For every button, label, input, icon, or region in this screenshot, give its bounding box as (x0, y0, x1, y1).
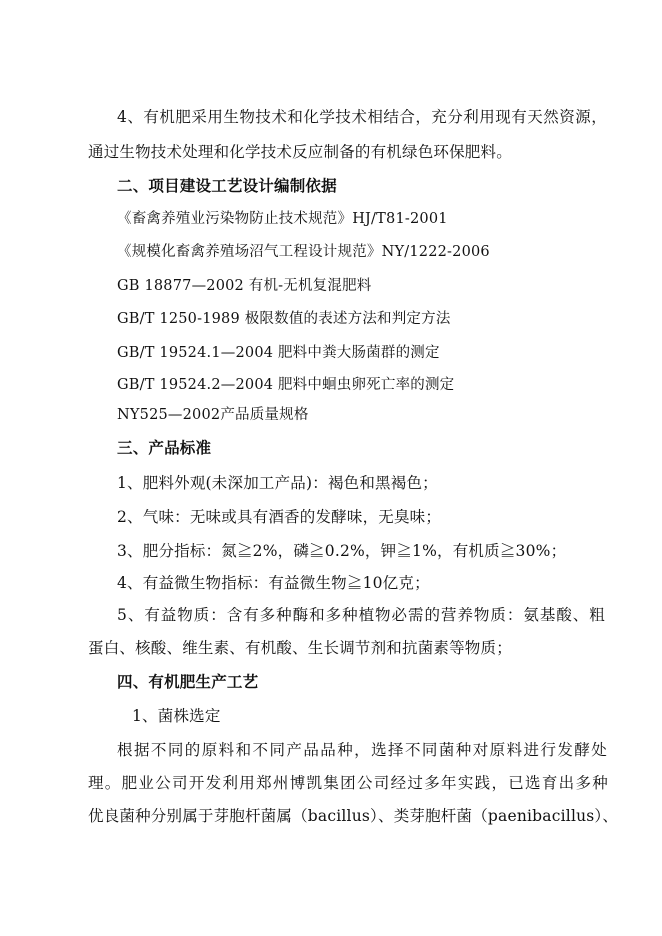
paragraph-line: 通过生物技术处理和化学技术反应制备的有机绿色环保肥料。 (88, 143, 512, 161)
reference-item: GB/T 19524.1—2004 肥料中粪大肠菌群的测定 (117, 345, 440, 361)
section-heading: 二、项目建设工艺设计编制依据 (117, 177, 337, 195)
reference-item: 《畜禽养殖业污染物防止技术规范》HJ/T81-2001 (117, 211, 448, 227)
standard-item: 3、肥分指标：氮≧2%，磷≧0.2%，钾≧1%，有机质≧30%； (117, 542, 567, 560)
subsection-heading: 1、菌株选定 (132, 707, 221, 725)
reference-item: NY525—2002产品质量规格 (117, 407, 309, 423)
paragraph-line: 4、有机肥采用生物技术和化学技术相结合，充分利用现有天然资源， (117, 108, 607, 126)
section-heading: 四、有机肥生产工艺 (117, 673, 259, 691)
paragraph-line: 优良菌种分别属于芽胞杆菌属（bacillus）、类芽胞杆菌（paenibacillus）、 (88, 807, 619, 825)
section-heading: 三、产品标准 (117, 439, 212, 457)
standard-item: 2、气味：无味或具有酒香的发酵味，无臭味； (117, 508, 442, 526)
standard-item: 4、有益微生物指标：有益微生物≧10亿克； (117, 574, 430, 592)
paragraph-line: 理。肥业公司开发利用郑州博凯集团公司经过多年实践，已选育出多种 (88, 774, 608, 792)
standard-item: 1、肥料外观(未深加工产品)：褐色和黑褐色； (117, 474, 438, 492)
reference-item: GB 18877—2002 有机-无机复混肥料 (117, 278, 372, 294)
reference-item: GB/T 1250-1989 极限数值的表述方法和判定方法 (117, 311, 451, 327)
paragraph-line: 根据不同的原料和不同产品品种，选择不同菌种对原料进行发酵处 (117, 741, 607, 759)
standard-item-continued: 蛋白、核酸、维生素、有机酸、生长调节剂和抗菌素等物质； (88, 639, 512, 657)
reference-item: 《规模化畜禽养殖场沼气工程设计规范》NY/1222-2006 (117, 244, 490, 260)
standard-item: 5、有益物质：含有多种酶和多种植物必需的营养物质：氨基酸、粗 (117, 606, 605, 624)
reference-item: GB/T 19524.2—2004 肥料中蛔虫卵死亡率的测定 (117, 377, 455, 393)
